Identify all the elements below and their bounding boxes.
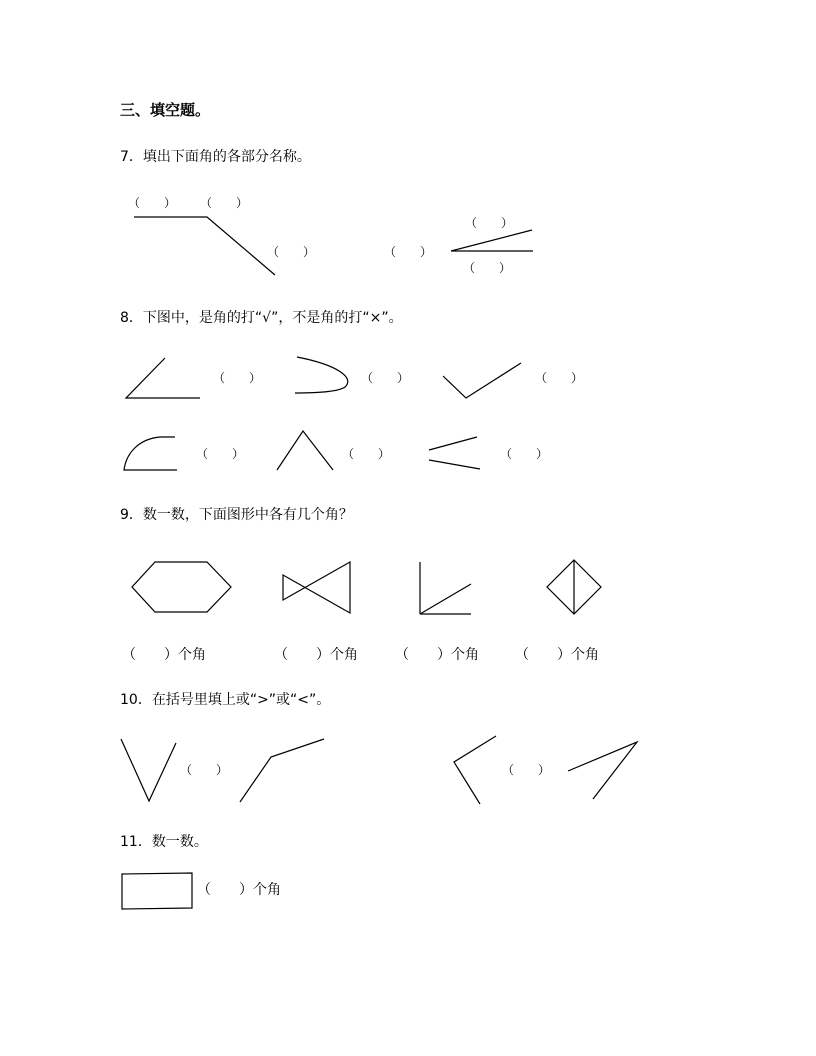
q10-blank-2[interactable]: （ ） (502, 763, 551, 777)
q7-acute-angle (451, 230, 533, 251)
q9-two-angles (420, 562, 471, 614)
q9-answer-4[interactable]: （ ）个角 (515, 647, 599, 663)
q9-answer-2[interactable]: （ ）个角 (274, 647, 358, 663)
question-11-text: 11．数一数。 (120, 834, 208, 850)
q9-answer-3[interactable]: （ ）个角 (395, 647, 479, 663)
q8-blank-2[interactable]: （ ） (361, 371, 410, 385)
q8-shape-1-angle (126, 358, 200, 398)
q7-blank-6[interactable]: （ ） (463, 261, 512, 275)
q11-answer[interactable]: （ ）个角 (197, 882, 281, 898)
q8-blank-3[interactable]: （ ） (535, 371, 584, 385)
q8-blank-1[interactable]: （ ） (213, 371, 262, 385)
q11-rectangle (122, 873, 192, 909)
q8-blank-5[interactable]: （ ） (342, 447, 391, 461)
q7-blank-1[interactable]: （ ） (128, 196, 177, 210)
q8-blank-6[interactable]: （ ） (500, 447, 549, 461)
question-9-text: 9．数一数，下面图形中各有几个角？ (120, 507, 353, 523)
q7-blank-2[interactable]: （ ） (200, 196, 249, 210)
q7-blank-4[interactable]: （ ） (465, 216, 514, 230)
q10-pair-2-left-angle (454, 736, 496, 804)
q8-shape-3-angle (443, 363, 521, 398)
question-8-text: 8．下图中，是角的打“√”，不是角的打“×”。 (120, 310, 403, 326)
q9-diamond (547, 560, 601, 614)
q9-answer-1[interactable]: （ ）个角 (122, 647, 206, 663)
q10-pair-1-right-angle (240, 739, 324, 802)
q8-shape-2-curve (295, 357, 348, 393)
q9-bowtie (283, 562, 350, 613)
section-title: 三、填空题。 (120, 101, 211, 119)
question-7-text: 7．填出下面角的各部分名称。 (120, 149, 311, 165)
q8-shape-4-curved (124, 437, 177, 470)
q8-shape-6-unjoined-lines (429, 437, 480, 469)
q7-blank-3[interactable]: （ ） (267, 245, 316, 259)
q10-pair-1-left-angle (121, 739, 176, 801)
q10-pair-2-right-angle (568, 742, 637, 799)
q8-shape-5-angle (277, 431, 333, 470)
q9-hexagon (132, 562, 231, 612)
q7-angle-straight-and-slant (134, 217, 275, 275)
question-10-text: 10．在括号里填上或“>”或“<”。 (120, 692, 331, 708)
q8-blank-4[interactable]: （ ） (196, 447, 245, 461)
q7-blank-5[interactable]: （ ） (384, 245, 433, 259)
q10-blank-1[interactable]: （ ） (180, 763, 229, 777)
